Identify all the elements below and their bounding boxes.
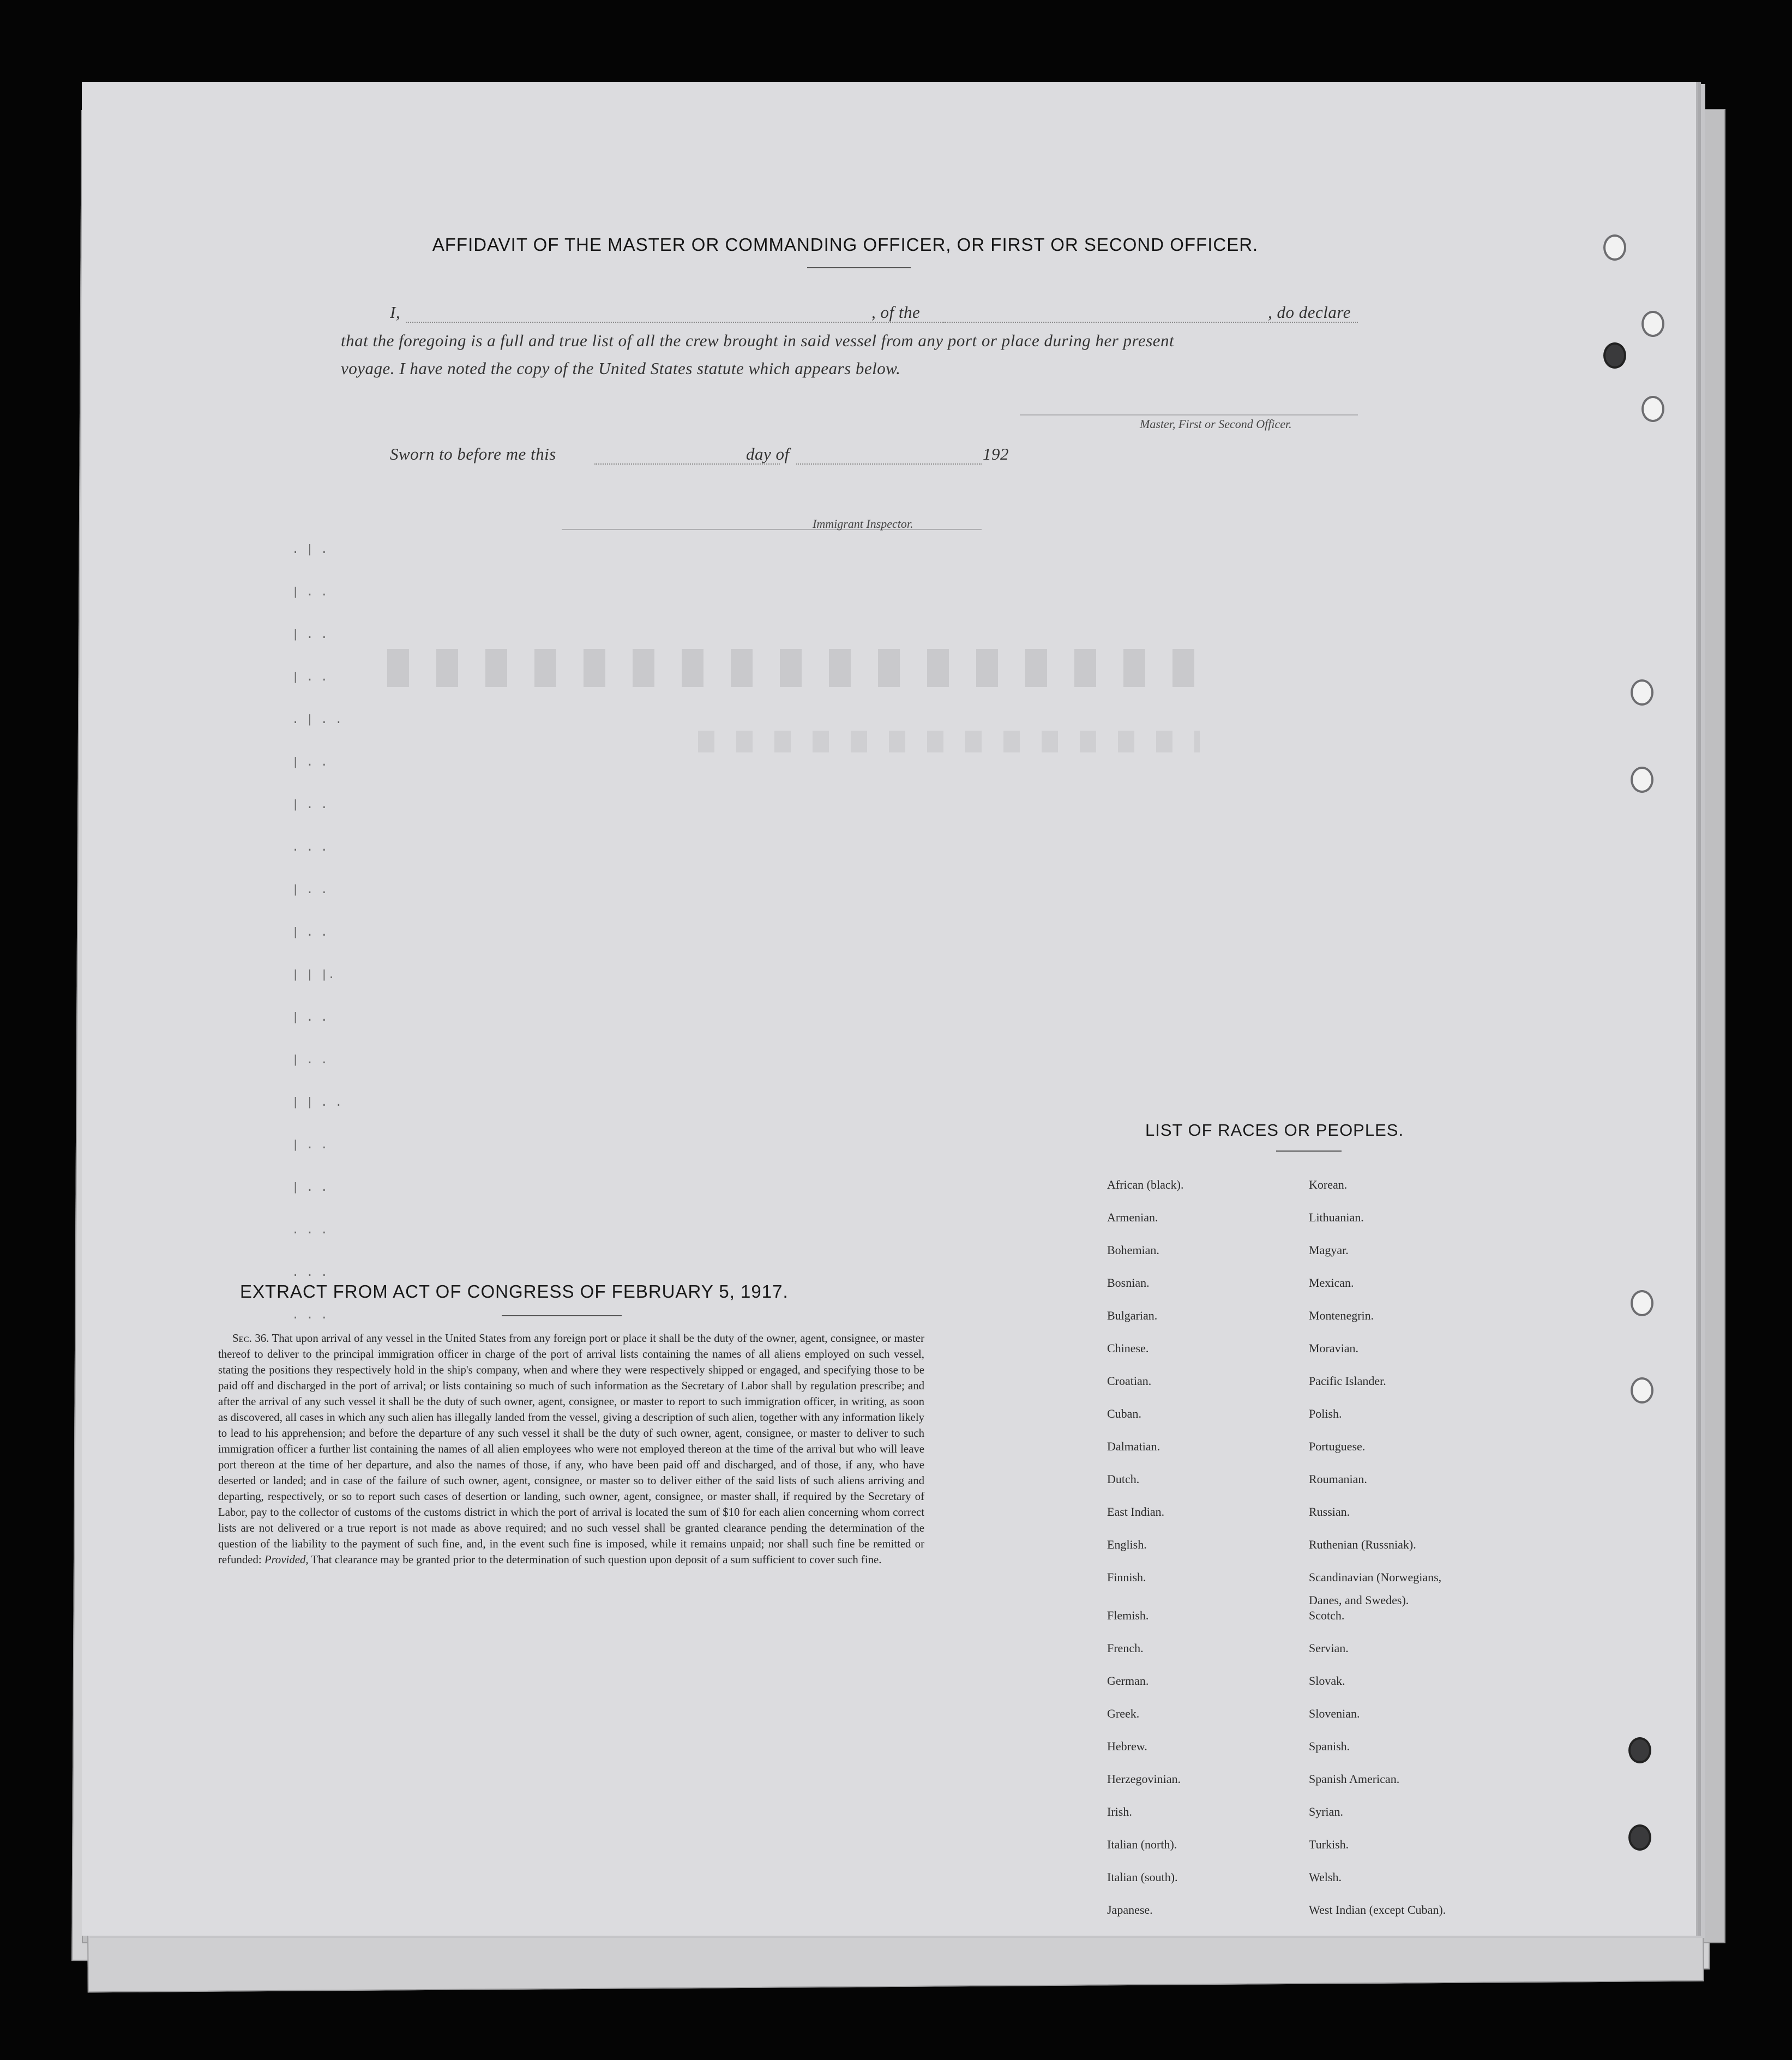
race-item: Italian (north). bbox=[1107, 1838, 1177, 1851]
extract-title: EXTRACT FROM ACT OF CONGRESS OF FEBRUARY 5, 1917. bbox=[240, 1281, 789, 1302]
tick-marks: . | . | . . | . . | . . . | . . | . . | . . . . . | . . | . . | | |. | . . | . . | | . . | . . | . . . . . . . . . . . bbox=[292, 543, 342, 1322]
race-item: Servian. bbox=[1309, 1641, 1349, 1655]
bleed-through bbox=[698, 731, 1200, 752]
day-of: day of bbox=[746, 444, 790, 463]
race-item: French. bbox=[1107, 1641, 1144, 1655]
provided-word: Provided, bbox=[264, 1553, 309, 1566]
affidavit-do-declare: , do declare bbox=[1268, 303, 1351, 322]
document-page bbox=[82, 82, 1698, 1936]
race-item: Slovenian. bbox=[1309, 1707, 1360, 1720]
affidavit-title: AFFIDAVIT OF THE MASTER OR COMMANDING OFFICER, OR FIRST OR SECOND OFFICER. bbox=[432, 234, 1259, 255]
month-blank[interactable] bbox=[796, 463, 982, 465]
race-item: English. bbox=[1107, 1538, 1147, 1551]
race-item: Spanish. bbox=[1309, 1739, 1350, 1753]
bleed-through bbox=[387, 649, 1205, 687]
race-item: Slovak. bbox=[1309, 1674, 1345, 1688]
affidavit-line3: voyage. I have noted the copy of the United States statute which appears below. bbox=[341, 359, 901, 378]
race-item: African (black). bbox=[1107, 1178, 1184, 1191]
race-item: Dalmatian. bbox=[1107, 1439, 1160, 1453]
race-item: German. bbox=[1107, 1674, 1149, 1688]
punch-hole bbox=[1641, 311, 1664, 337]
race-item: Bosnian. bbox=[1107, 1276, 1150, 1290]
extract-end: That clearance may be granted prior to the determination of such question upon deposit of a sum sufficient to cover such fine. bbox=[311, 1553, 882, 1566]
race-item: Bohemian. bbox=[1107, 1243, 1159, 1257]
punch-hole bbox=[1631, 1377, 1653, 1404]
punch-hole bbox=[1641, 396, 1664, 422]
race-item: Russian. bbox=[1309, 1505, 1350, 1519]
race-item: Hebrew. bbox=[1107, 1739, 1147, 1753]
punch-hole bbox=[1628, 1824, 1651, 1851]
race-item: Irish. bbox=[1107, 1805, 1132, 1818]
race-item: Korean. bbox=[1309, 1178, 1348, 1191]
title-rule bbox=[807, 267, 911, 268]
race-item: Armenian. bbox=[1107, 1210, 1158, 1224]
section-label: Sec. 36. bbox=[232, 1332, 269, 1345]
race-item: Scotch. bbox=[1309, 1609, 1345, 1622]
extract-text: That upon arrival of any vessel in the United States from any foreign port or place it shall be the duty of the owner, agent, consignee, or master thereof to deliver to the principal immigration officer in charge of the port of arrival lists containing the names of all aliens employed on such vessel, stating the positions they respectively hold in the ship's company, when and where they were respectively shipped or engaged, and specifying those to be paid off and discharged in the port of arrival; or lists containing so much of such information as the Secretary of Labor shall by regulation prescribe; and after the arrival of any such vessel it shall be the duty of such owner, agent, consignee, or master to report to such immigration officer, in writing, as soon as discovered, all cases in which any such alien has illegally landed from the vessel, giving a description of such alien, together with any information likely to lead to his apprehension; and before the departure of any such vessel it shall be the duty of such owner, agent, consignee, or master to deliver to such immigration officer a further list containing the names of all alien employees who were not employed thereon at the time of the arrival but who will leave port thereon at the time of her departure, and also the names of those, if any, who have been paid off and discharged, and of those, if any, who have deserted or landed; and in case of the failure of such owner, agent, consignee, or master so to deliver either of the said lists of such aliens arriving and departing, respectively, or so to report such cases of desertion or landing, such owner, agent, consignee, or master shall, if required by the Secretary of Labor, pay to the collector of customs of the customs district in which the port of arrival is located the sum of $10 for each alien concerning whom correct lists are not delivered or a true report is not made as above required; and no such vessel shall be granted clearance pending the determination of the question of the liability to the payment of such fine, and, in the event such fine is imposed, while it remains unpaid; nor shall such fine be remitted or refunded: bbox=[218, 1332, 924, 1566]
punch-hole bbox=[1631, 679, 1653, 706]
race-item: Italian (south). bbox=[1107, 1870, 1178, 1884]
race-item: Lithuanian. bbox=[1309, 1210, 1364, 1224]
race-item: Chinese. bbox=[1107, 1341, 1149, 1355]
race-item: Turkish. bbox=[1309, 1838, 1349, 1851]
race-item-continuation: Danes, and Swedes). bbox=[1309, 1593, 1409, 1607]
race-item: Moravian. bbox=[1309, 1341, 1359, 1355]
punch-hole bbox=[1631, 1290, 1653, 1316]
race-item: Croatian. bbox=[1107, 1374, 1152, 1388]
affidavit-of-the: , of the bbox=[871, 303, 921, 322]
race-item: Spanish American. bbox=[1309, 1772, 1400, 1786]
race-item: Roumanian. bbox=[1309, 1472, 1367, 1486]
punch-hole bbox=[1628, 1737, 1651, 1763]
year-prefix: 192 bbox=[983, 444, 1009, 463]
race-item: Portuguese. bbox=[1309, 1439, 1366, 1453]
race-item: Flemish. bbox=[1107, 1609, 1149, 1622]
extract-body bbox=[218, 1330, 924, 1568]
race-item: Herzegovinian. bbox=[1107, 1772, 1181, 1786]
signature-caption: Master, First or Second Officer. bbox=[1140, 417, 1292, 431]
race-item: West Indian (except Cuban). bbox=[1309, 1903, 1446, 1917]
sworn-text: Sworn to before me this bbox=[390, 444, 556, 463]
inspector-caption: Immigrant Inspector. bbox=[813, 517, 913, 531]
extract-rule bbox=[502, 1315, 622, 1316]
race-item: Japanese. bbox=[1107, 1903, 1153, 1917]
race-item: Cuban. bbox=[1107, 1407, 1141, 1420]
races-rule bbox=[1276, 1151, 1342, 1152]
affidavit-i: I, bbox=[390, 303, 401, 322]
race-item: Scandinavian (Norwegians, bbox=[1309, 1570, 1442, 1584]
race-item: Ruthenian (Russniak). bbox=[1309, 1538, 1416, 1551]
inspector-blank[interactable] bbox=[562, 529, 982, 530]
race-item: Dutch. bbox=[1107, 1472, 1140, 1486]
race-item: Syrian. bbox=[1309, 1805, 1343, 1818]
race-item: Montenegrin. bbox=[1309, 1309, 1374, 1322]
race-item: Polish. bbox=[1309, 1407, 1342, 1420]
race-item: Bulgarian. bbox=[1107, 1309, 1158, 1322]
punch-hole bbox=[1603, 342, 1626, 369]
race-item: Mexican. bbox=[1309, 1276, 1354, 1290]
race-item: Greek. bbox=[1107, 1707, 1140, 1720]
races-title: LIST OF RACES OR PEOPLES. bbox=[1145, 1121, 1404, 1140]
race-item: East Indian. bbox=[1107, 1505, 1165, 1519]
race-item: Pacific Islander. bbox=[1309, 1374, 1386, 1388]
punch-hole bbox=[1631, 767, 1653, 793]
race-item: Finnish. bbox=[1107, 1570, 1146, 1584]
name-blank[interactable] bbox=[406, 322, 943, 323]
race-item: Magyar. bbox=[1309, 1243, 1349, 1257]
race-item: Welsh. bbox=[1309, 1870, 1342, 1884]
signature-blank[interactable] bbox=[1020, 414, 1358, 415]
affidavit-line2: that the foregoing is a full and true list of all the crew brought in said vessel from any port or place during her present bbox=[341, 331, 1175, 350]
